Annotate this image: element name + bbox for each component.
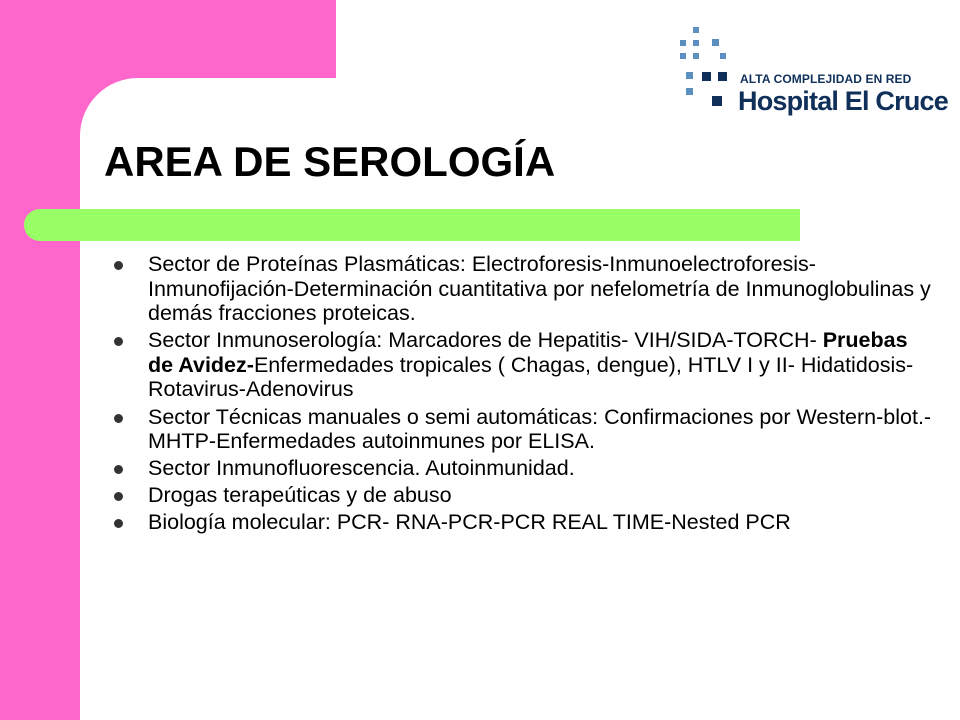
title-underline-bar	[24, 209, 800, 241]
bullet-bold-text: Pruebas de Avidez-	[148, 328, 908, 377]
bullet-item: Sector Inmunofluorescencia. Autoinmunidad.	[114, 456, 934, 481]
bullet-item: Drogas terapeúticas y de abuso	[114, 483, 934, 508]
bullet-text: Sector Inmunoserología: Marcadores de Hepatitis- VIH/SIDA-TORCH-	[148, 328, 823, 353]
bullet-item: Sector de Proteínas Plasmáticas: Electroforesis-Inmunoelectroforesis-Inmunofijación-Determinación cuantitativa por nefelometría de Inmunoglobulinas y demás fracciones proteicas.	[114, 252, 934, 326]
logo-name: Hospital El Cruce	[738, 86, 948, 116]
slide-title: AREA DE SEROLOGÍA	[104, 138, 556, 185]
bullet-item: Sector Técnicas manuales o semi automáticas: Confirmaciones por Western-blot.-MHTP-Enfermedades autoinmunes por ELISA.	[114, 405, 934, 454]
bullet-list	[114, 252, 934, 538]
bullet-item	[114, 328, 934, 402]
bullet-text: Enfermedades tropicales ( Chagas, dengue), HTLV I y II- Hidatidosis-Rotavirus-Adenovirus	[148, 352, 914, 402]
logo-subtitle: ALTA COMPLEJIDAD EN RED	[740, 72, 912, 86]
bullet-item: Biología molecular: PCR- RNA-PCR-PCR REAL TIME-Nested PCR	[114, 510, 934, 535]
